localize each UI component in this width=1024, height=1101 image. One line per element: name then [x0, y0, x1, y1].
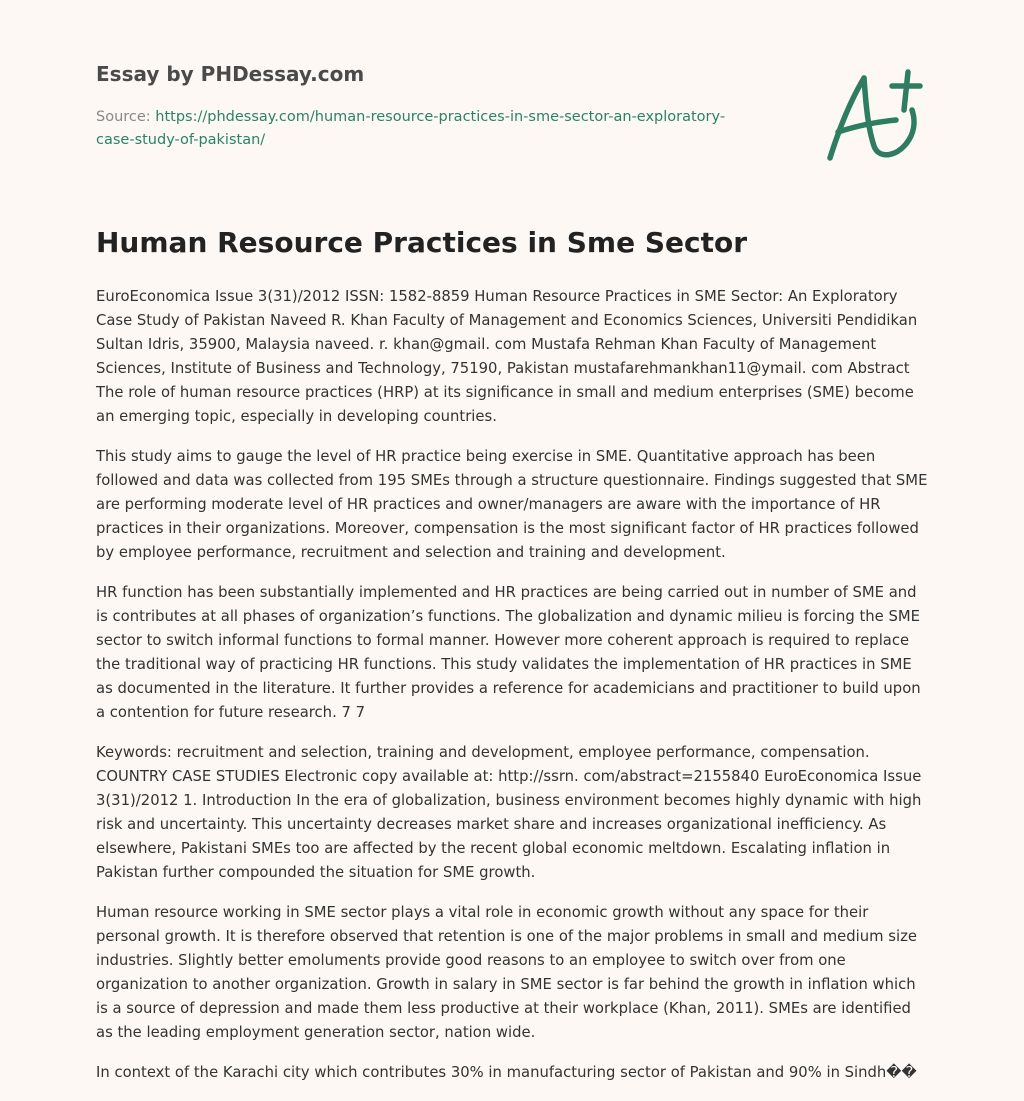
- site-title: Essay by PHDessay.com: [96, 62, 365, 86]
- a-plus-grade-icon: [822, 66, 932, 166]
- essay-paragraph: HR function has been substantially implemented and HR practices are being carried out in number of SME and is contributes at all phases of organization’s functions. The globalization and dynamic milieu is forcing the SME sector to switch informal functions to formal manner. However more coherent approach is required to replace the traditional way of practicing HR functions. This study validates the implementation of HR practices in SME as documented in the literature. It further provides a reference for academicians and practitioner to build upon a contention for future research. 7 7: [96, 584, 921, 721]
- essay-title: Human Resource Practices in Sme Sector: [96, 226, 747, 259]
- essay-body: [96, 285, 932, 1101]
- source-link-line-1: https://phdessay.com/human-resource-practices-in-sme-sector-an-exploratory-: [155, 109, 726, 125]
- essay-paragraph: In context of the Karachi city which contributes 30% in manufacturing sector of Pakistan and 90% in Sindh��: [96, 1064, 917, 1081]
- essay-paragraph: EuroEconomica Issue 3(31)/2012 ISSN: 1582-8859 Human Resource Practices in SME Sector: An Exploratory Case Study of Pakistan Naveed R. Khan Faculty of Management and Economics Sciences, Universiti Pendidikan Sultan Idris, 35900, Malaysia naveed. r. khan@gmail. com Mustafa Rehman Khan Faculty of Management Sciences, Institute of Business and Technology, 75190, Pakistan mustafarehmankhan11@ymail. com Abstract The role of human resource practices (HRP) at its significance in small and medium enterprises (SME) become an emerging topic, especially in developing countries.: [96, 288, 918, 425]
- source-line: [96, 106, 756, 152]
- essay-paragraph: Human resource working in SME sector plays a vital role in economic growth without any space for their personal growth. It is therefore observed that retention is one of the major problems in small and medium size industries. Slightly better emoluments provide good reasons to an employee to switch over from one organization to another organization. Growth in salary in SME sector is far behind the growth in inflation which is a source of depression and made them less productive at their workplace (Khan, 2011). SMEs are identified as the leading employment generation sector, nation wide.: [96, 904, 917, 1041]
- essay-paragraph: Keywords: recruitment and selection, training and development, employee performance, compensation. COUNTRY CASE STUDIES Electronic copy available at: http://ssrn. com/abstract=2155840 EuroEconomica Issue 3(31)/2012 1. Introduction In the era of globalization, business environment becomes highly dynamic with high risk and uncertainty. This uncertainty decreases market share and increases organizational inefficiency. As elsewhere, Pakistani SMEs too are affected by the recent global economic meltdown. Escalating inflation in Pakistan further compounded the situation for SME growth.: [96, 744, 922, 881]
- source-link-line-2: case-study-of-pakistan/: [96, 132, 266, 148]
- page-header: [96, 62, 756, 152]
- source-link[interactable]: [96, 109, 725, 148]
- essay-paragraph: This study aims to gauge the level of HR practice being exercise in SME. Quantitative approach has been followed and data was collected from 195 SMEs through a structure questionnaire. Findings suggested that SME are performing moderate level of HR practices and owner/managers are aware with the importance of HR practices in their organizations. Moreover, compensation is the most significant factor of HR practices followed by employee performance, recruitment and selection and training and development.: [96, 448, 928, 561]
- source-label: Source:: [96, 109, 151, 125]
